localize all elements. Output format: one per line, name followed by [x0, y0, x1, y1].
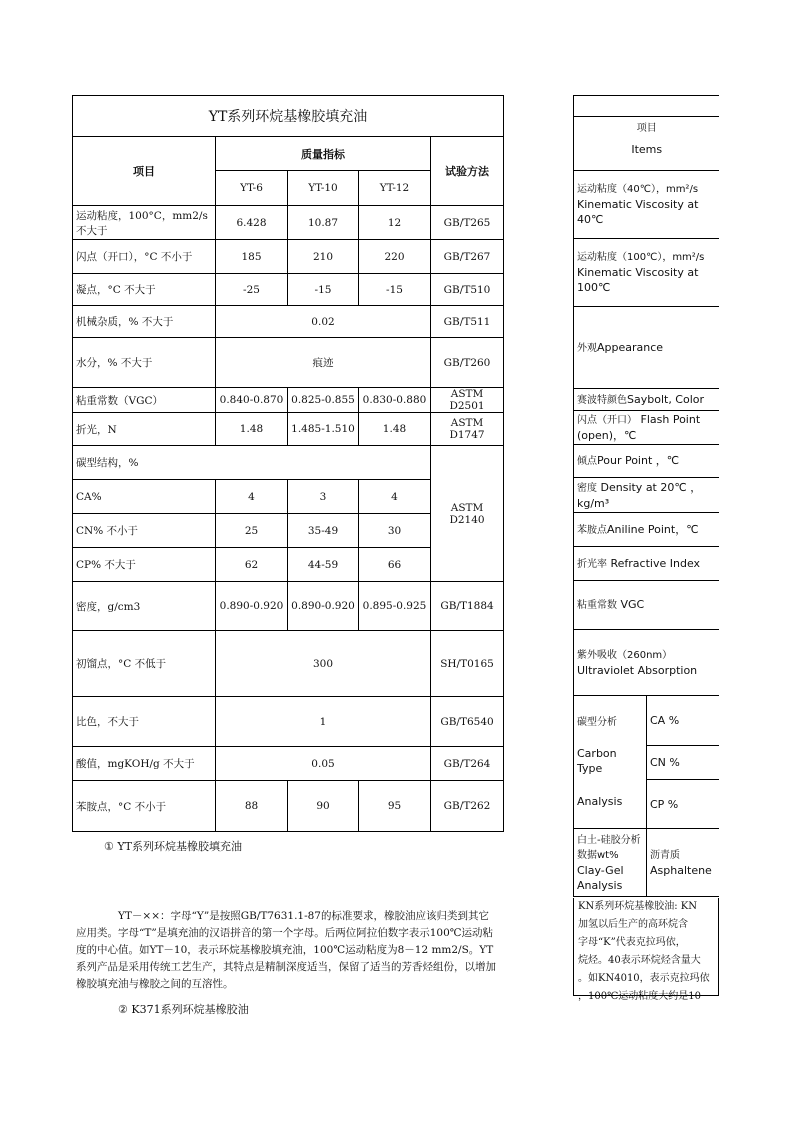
table-row	[73, 306, 504, 338]
row-label-cn: 外观	[577, 342, 597, 354]
cell-value: 66	[359, 548, 431, 582]
cell-method: GB/T1884	[431, 582, 504, 631]
cell-method: GB/T510	[431, 274, 504, 306]
row-label-en: Pour Point ，℃	[597, 454, 680, 467]
caption-yt: ① YT系列环烷基橡胶填充油	[104, 840, 242, 853]
table-row	[73, 240, 504, 274]
row-cell	[574, 307, 720, 389]
cell-value: 185	[216, 240, 288, 274]
header-item: 项目	[73, 137, 216, 206]
row-label-en: Aniline Point，℃	[607, 522, 699, 536]
row-label-en: Flash Point (open)，℃	[577, 413, 701, 442]
cell-value: 90	[288, 781, 359, 832]
cell-value: 1.48	[359, 413, 431, 446]
ca-label: CA %	[647, 696, 720, 746]
row-cell	[574, 411, 720, 445]
row-cell	[574, 478, 720, 513]
carbon-en1: Carbon Type	[577, 747, 617, 775]
row-label-en: Refractive Index	[610, 556, 701, 570]
yt-spec-table	[72, 95, 504, 832]
row-label: 闪点（开口），°C 不小于	[73, 240, 216, 274]
kn-note-line: 。如KN4010，表示克拉玛依	[578, 973, 710, 984]
row-label: 折光，N	[73, 413, 216, 446]
header-quality: 质量指标	[216, 137, 431, 171]
row-label: 机械杂质，% 不大于	[73, 306, 216, 338]
row-cell	[574, 630, 720, 696]
cell-value: 25	[216, 514, 288, 548]
cell-value: -25	[216, 274, 288, 306]
row-label: 水分，% 不大于	[73, 338, 216, 388]
asphaltene-en: Asphaltene	[650, 864, 712, 877]
table-row	[73, 388, 504, 413]
claygel-en: Clay-Gel Analysis	[577, 863, 624, 892]
cell-value: 4	[359, 480, 431, 514]
cell-value: 痕迹	[216, 338, 431, 388]
cell-method: GB/T511	[431, 306, 504, 338]
asphaltene-cn: 沥青质	[650, 850, 680, 861]
caption-k371: ② K371系列环烷基橡胶油	[118, 1003, 249, 1016]
row-label-en: Saybolt, Color	[627, 392, 705, 406]
cp-label: CP %	[647, 780, 720, 829]
row-label: 密度，g/cm3	[73, 582, 216, 631]
cell-value: 0.05	[216, 747, 431, 781]
kn-spec-table	[573, 116, 720, 897]
right-table-top	[573, 95, 720, 117]
row-label-cn: 折光率	[577, 558, 607, 570]
grade-header: YT-10	[288, 171, 359, 206]
table-row	[73, 413, 504, 446]
asphaltene-cell	[647, 829, 720, 897]
cn-label: CN %	[647, 746, 720, 780]
row-label-en: Density at 20℃ ，kg/m³	[577, 480, 702, 510]
cell-method: GB/T6540	[431, 697, 504, 747]
cell-value: 62	[216, 548, 288, 582]
cell-value: 10.87	[288, 206, 359, 240]
row-label-cn: 运动粘度（100℃），mm²/s	[577, 252, 705, 263]
header-items	[574, 117, 720, 171]
table-row	[574, 829, 720, 897]
row-cell	[574, 389, 720, 411]
row-label-cn: 紫外吸收（260nm）	[577, 649, 673, 661]
cell-value: 0.840-0.870	[216, 388, 288, 413]
header-method: 试验方法	[431, 137, 504, 206]
cell-value: 30	[359, 514, 431, 548]
cell-method: GB/T260	[431, 338, 504, 388]
page-margin-right	[719, 0, 794, 1123]
row-cell	[574, 171, 720, 239]
row-label-cn: 苯胺点	[577, 524, 607, 536]
row-label-en: Kinematic Viscosity at 40℃	[577, 198, 699, 226]
row-label: 运动粘度，100°C，mm2/s 不大于	[73, 206, 216, 240]
cell-method: SH/T0165	[431, 631, 504, 697]
cell-value: 300	[216, 631, 431, 697]
row-label: 凝点，°C 不大于	[73, 274, 216, 306]
cell-method: ASTM D2140	[431, 446, 504, 582]
row-label-en: Appearance	[597, 340, 664, 354]
cell-method: ASTM D1747	[431, 413, 504, 446]
table-row	[73, 631, 504, 697]
cell-value: 1	[216, 697, 431, 747]
cell-value: 0.830-0.880	[359, 388, 431, 413]
carbon-en2: Analysis	[577, 795, 623, 808]
header-items-en: Items	[631, 143, 663, 156]
row-cell	[574, 513, 720, 547]
cell-method: ASTM D2501	[431, 388, 504, 413]
claygel-cn: 白土-硅胶分析数据wt%	[577, 834, 641, 861]
claygel-cell	[574, 829, 647, 897]
cell-method: GB/T264	[431, 747, 504, 781]
carbon-cn: 碳型分析	[577, 717, 617, 728]
row-label: CP% 不大于	[73, 548, 216, 582]
cell-value: 3	[288, 480, 359, 514]
row-cell	[574, 547, 720, 581]
row-label: 比色，不大于	[73, 697, 216, 747]
kn-note	[573, 898, 719, 1002]
cell-value: 12	[359, 206, 431, 240]
row-label: 初馏点，°C 不低于	[73, 631, 216, 697]
carbon-cell	[574, 696, 647, 829]
kn-note-line: 烷烃。40表示环烷烃含量大	[578, 955, 701, 966]
cell-value: 88	[216, 781, 288, 832]
table-row	[574, 478, 720, 513]
row-cell	[574, 445, 720, 478]
yt-description: YT－××：字母“Y”是按照GB/T7631.1-87的标准要求，橡胶油应该归类到其它应用类。字母“T”是填充油的汉语拼音的第一个字母。后两位阿拉伯数字表示100℃运动粘度的中心值。如YT－10，表示环烷基橡胶填充油，100℃运动粘度为8－12 mm2/S。YT系列产品是采用传统工艺生产，其特点是精制深度适当，保留了适当的芳香烃组份，以增加橡胶填充油与橡胶之间的互溶性。	[76, 910, 496, 990]
row-cell	[574, 239, 720, 307]
cell-value: 1.48	[216, 413, 288, 446]
row-label: 碳型结构，%	[73, 446, 431, 480]
row-label-en: Ultraviolet Absorption	[577, 663, 698, 677]
table-title: YT系列环烷基橡胶填充油	[73, 96, 504, 137]
table-row	[574, 171, 720, 239]
table-row	[574, 547, 720, 581]
table-row	[574, 581, 720, 630]
cell-value: 0.890-0.920	[216, 582, 288, 631]
row-label-cn: 运动粘度（40℃），mm²/s	[577, 184, 699, 195]
table-row	[73, 446, 504, 480]
row-label-en: VGC	[620, 598, 645, 611]
table-row	[574, 307, 720, 389]
cell-value: 0.825-0.855	[288, 388, 359, 413]
grade-header: YT-6	[216, 171, 288, 206]
kn-note-line: 加氢以后生产的高环烷含	[578, 919, 688, 930]
table-row	[73, 206, 504, 240]
cell-method: GB/T265	[431, 206, 504, 240]
cell-value: 0.895-0.925	[359, 582, 431, 631]
kn-note-line: 字母“K”代表克拉玛依，	[578, 937, 686, 948]
row-label: CA%	[73, 480, 216, 514]
cell-value: 35-49	[288, 514, 359, 548]
kn-note-line: ，100℃运动粘度大约是10	[578, 991, 701, 1002]
row-label-cn: 密度	[577, 482, 597, 494]
table-row	[574, 630, 720, 696]
cell-value: 220	[359, 240, 431, 274]
row-cell	[574, 581, 720, 630]
kn-note-line: KN系列环烷基橡胶油: KN	[578, 901, 697, 912]
row-label: 粘重常数（VGC）	[73, 388, 216, 413]
cell-method: GB/T262	[431, 781, 504, 832]
row-label-cn: 粘重常数	[577, 600, 617, 611]
cell-value: 4	[216, 480, 288, 514]
cell-value: 44-59	[288, 548, 359, 582]
table-row	[574, 445, 720, 478]
header-items-cn: 项目	[636, 123, 657, 134]
row-label: CN% 不小于	[73, 514, 216, 548]
cell-value: -15	[359, 274, 431, 306]
cell-value: 95	[359, 781, 431, 832]
table-row	[73, 582, 504, 631]
cell-value: -15	[288, 274, 359, 306]
table-row	[73, 697, 504, 747]
row-label-cn: 闪点（开口）	[577, 415, 637, 426]
cell-value: 6.428	[216, 206, 288, 240]
table-row	[73, 338, 504, 388]
table-row	[574, 411, 720, 445]
row-label: 苯胺点，°C 不小于	[73, 781, 216, 832]
row-label-en: Kinematic Viscosity at 100℃	[577, 266, 699, 294]
cell-value: 0.890-0.920	[288, 582, 359, 631]
table-row	[73, 274, 504, 306]
cell-value: 1.485-1.510	[288, 413, 359, 446]
row-label-cn: 赛波特颜色	[577, 394, 627, 406]
cell-value: 210	[288, 240, 359, 274]
table-row	[574, 239, 720, 307]
table-row	[574, 389, 720, 411]
grade-header: YT-12	[359, 171, 431, 206]
table-row	[73, 781, 504, 832]
table-row	[73, 747, 504, 781]
cell-method: GB/T267	[431, 240, 504, 274]
table-row	[574, 513, 720, 547]
row-label-cn: 倾点	[577, 456, 597, 467]
row-label: 酸值，mgKOH/g 不大于	[73, 747, 216, 781]
table-row	[574, 696, 720, 746]
cell-value: 0.02	[216, 306, 431, 338]
